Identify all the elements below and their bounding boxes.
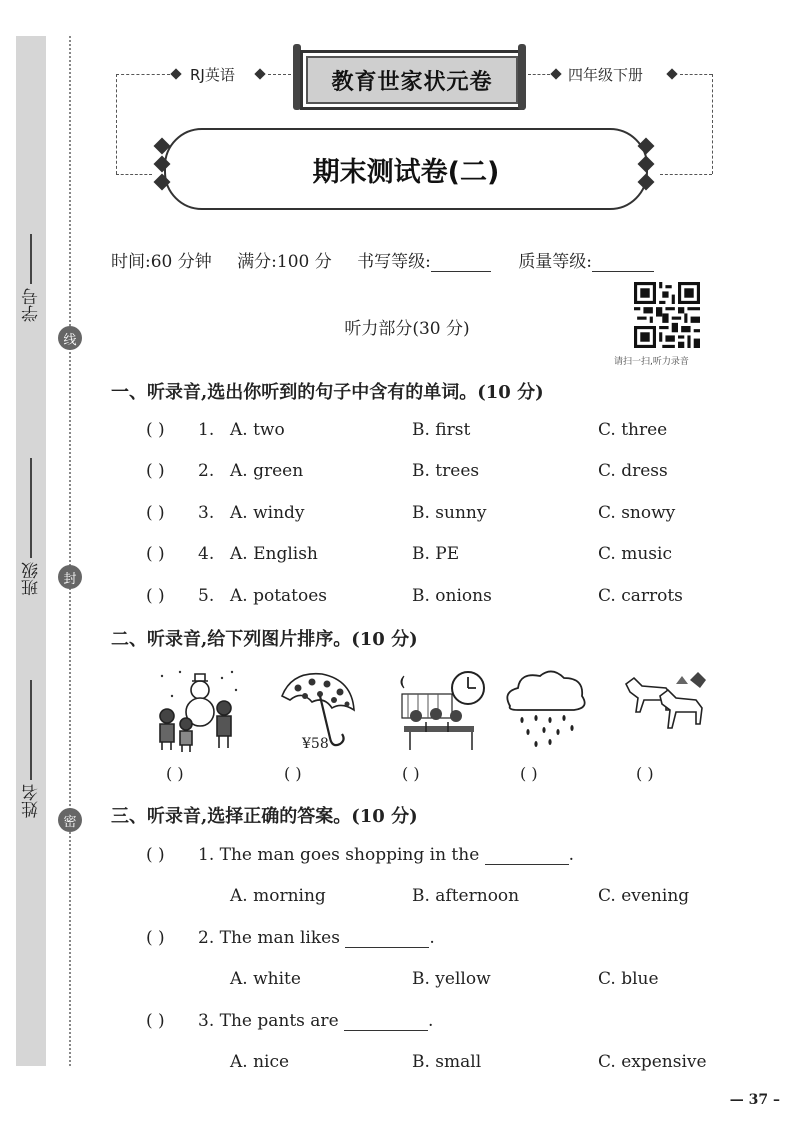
option-c: C. three — [598, 420, 668, 440]
option-c: C. snowy — [598, 503, 676, 523]
horses-picture — [620, 666, 710, 754]
option-b: B. sunny — [412, 503, 487, 523]
stem-text: 2. The man likes — [198, 928, 340, 948]
class-field[interactable] — [16, 458, 46, 600]
answer-blank[interactable] — [345, 947, 429, 948]
dinner-clock-picture — [396, 666, 486, 754]
option-a: A. morning — [230, 886, 326, 906]
option-c: C. expensive — [598, 1052, 707, 1072]
grade-label: 四年级下册 — [568, 66, 644, 84]
option-b: B. yellow — [412, 969, 491, 989]
student-id-field[interactable] — [16, 234, 46, 326]
header-dash-left-low — [116, 174, 152, 175]
page-title: 期末测试卷(二) — [312, 157, 500, 188]
option-a: A. white — [230, 969, 301, 989]
page-number: — 37 – — [729, 1092, 780, 1108]
answer-paren[interactable]: ( ) — [146, 461, 165, 481]
answer-paren[interactable]: ( ) — [146, 845, 165, 865]
option-a: A. windy — [230, 503, 305, 523]
answer-paren[interactable]: ( ) — [146, 928, 165, 948]
stem-text: 3. The pants are — [198, 1011, 339, 1031]
exam-info — [111, 247, 674, 272]
header-dash — [268, 74, 296, 75]
header-dash — [528, 74, 550, 75]
header-dash-right — [680, 74, 712, 75]
option-c: C. dress — [598, 461, 668, 481]
option-c: C. carrots — [598, 586, 683, 606]
order-paren[interactable]: ( ) — [166, 764, 184, 783]
kids-snowman-picture — [152, 666, 242, 754]
stem-end: . — [568, 845, 575, 865]
qr-caption: 请扫一扫,听力录音 — [614, 357, 689, 367]
answer-paren[interactable]: ( ) — [146, 544, 165, 564]
section-1-title: 一、听录音,选出你听到的句子中含有的单词。(10 分) — [111, 382, 544, 403]
quality-grade-label: 质量等级: — [518, 252, 593, 272]
answer-paren[interactable]: ( ) — [146, 586, 165, 606]
diamond-icon — [170, 68, 181, 79]
option-b: B. PE — [412, 544, 460, 564]
option-a: A. English — [230, 544, 318, 564]
writing-grade-label: 书写等级: — [357, 252, 431, 272]
option-b: B. onions — [412, 586, 492, 606]
option-c: C. blue — [598, 969, 659, 989]
rain-cloud-picture — [500, 666, 590, 754]
class-label: 班级 — [21, 562, 42, 596]
answer-paren[interactable]: ( ) — [146, 420, 165, 440]
name-label: 姓名 — [21, 784, 42, 818]
qr-code-icon[interactable] — [634, 282, 700, 348]
question-stem — [198, 845, 574, 865]
option-a: A. nice — [230, 1052, 290, 1072]
order-paren[interactable]: ( ) — [284, 764, 302, 783]
seal-line-mark: 线 — [58, 326, 82, 350]
answer-paren[interactable]: ( ) — [146, 503, 165, 523]
banner-text: 教育世家状元卷 — [331, 69, 493, 95]
cut-line — [69, 36, 71, 1066]
price-label: ¥58 — [302, 736, 329, 752]
option-b: B. trees — [412, 461, 480, 481]
answer-blank[interactable] — [485, 864, 569, 865]
section-2-title: 二、听录音,给下列图片排序。(10 分) — [111, 629, 418, 650]
item-number: 2. — [198, 461, 215, 481]
student-id-label: 学号 — [21, 288, 42, 322]
listening-heading: 听力部分(30 分) — [344, 319, 470, 339]
option-b: B. afternoon — [412, 886, 520, 906]
option-c: C. music — [598, 544, 672, 564]
question-stem — [198, 1011, 433, 1031]
seal-fold-mark: 封 — [58, 565, 82, 589]
name-field[interactable] — [16, 680, 46, 822]
option-a: A. potatoes — [230, 586, 328, 606]
header-dash-right-low — [660, 174, 712, 175]
order-paren[interactable]: ( ) — [636, 764, 654, 783]
question-stem — [198, 928, 435, 948]
stem-end: . — [428, 1011, 434, 1031]
banner — [300, 50, 524, 110]
header-vdash-left — [116, 74, 117, 174]
diamond-icon — [254, 68, 265, 79]
answer-blank[interactable] — [344, 1030, 428, 1031]
item-number: 1. — [198, 420, 215, 440]
header-vdash-right — [712, 74, 713, 174]
title-frame — [164, 128, 648, 210]
option-a: A. green — [230, 461, 304, 481]
order-paren[interactable]: ( ) — [520, 764, 538, 783]
diamond-icon — [550, 68, 561, 79]
item-number: 4. — [198, 544, 215, 564]
stem-end: . — [429, 928, 435, 948]
writing-grade-blank[interactable] — [431, 271, 491, 272]
scroll-roll-right — [518, 44, 526, 110]
item-number: 5. — [198, 586, 215, 606]
full-score: 满分:100 分 — [237, 252, 332, 272]
seal-close-mark: 密 — [58, 808, 82, 832]
diamond-icon — [666, 68, 677, 79]
order-paren[interactable]: ( ) — [402, 764, 420, 783]
quality-grade-blank[interactable] — [592, 271, 654, 272]
option-b: B. small — [412, 1052, 482, 1072]
answer-paren[interactable]: ( ) — [146, 1011, 165, 1031]
item-number: 3. — [198, 503, 215, 523]
option-b: B. first — [412, 420, 471, 440]
section-3-title: 三、听录音,选择正确的答案。(10 分) — [111, 806, 418, 827]
header-dash-left — [116, 74, 170, 75]
option-a: A. two — [230, 420, 285, 440]
subject-label: RJ英语 — [190, 66, 235, 84]
option-c: C. evening — [598, 886, 690, 906]
time-limit: 时间:60 分钟 — [111, 252, 212, 272]
stem-text: 1. The man goes shopping in the — [198, 845, 480, 865]
